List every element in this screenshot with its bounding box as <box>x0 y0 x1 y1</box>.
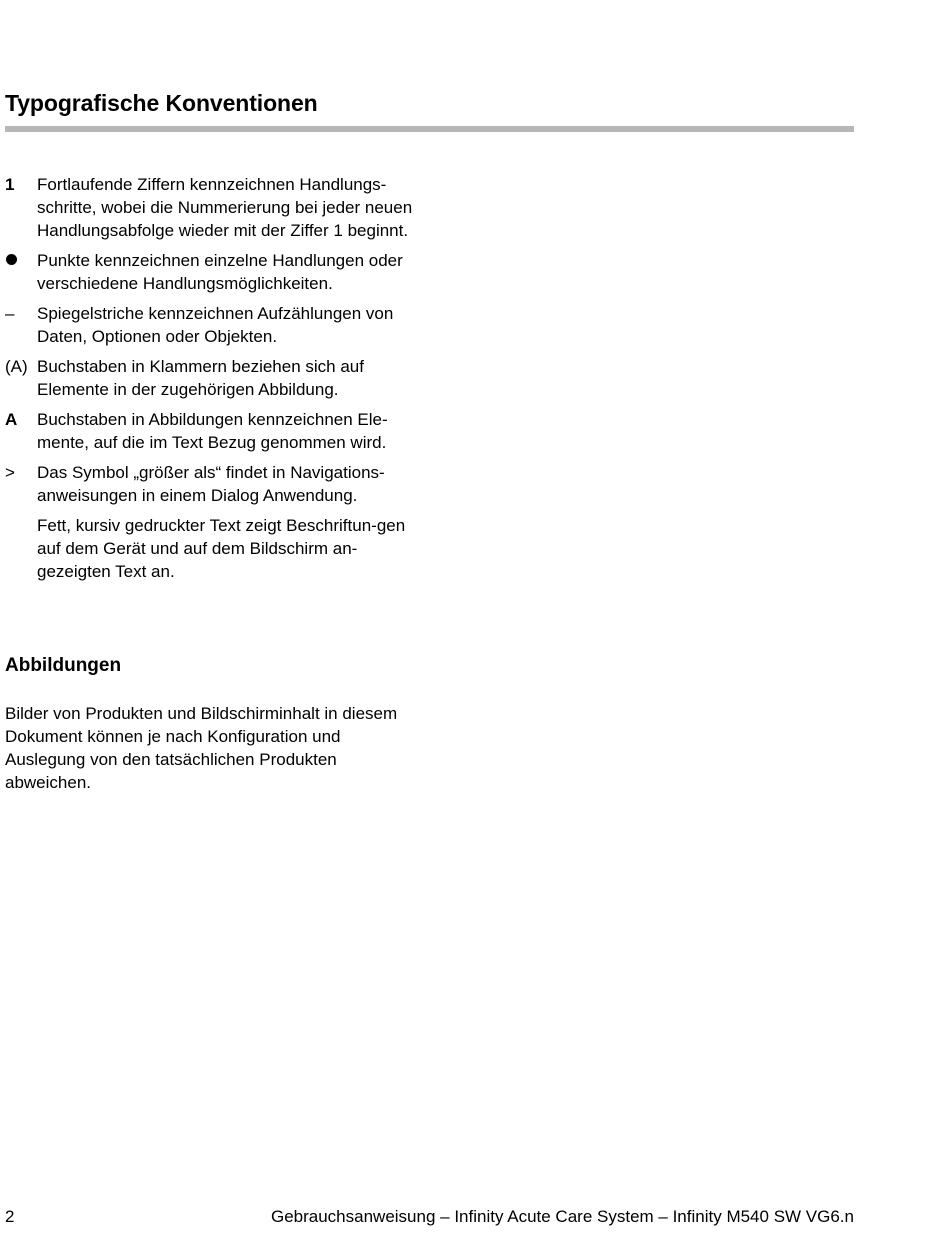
bullet-marker <box>5 249 37 295</box>
list-item <box>5 355 425 401</box>
section-body: Bilder von Produkten und Bildschirminhalt in diesem Dokument können je nach Konfiguration und Auslegung von den tatsächlichen Produkten abweichen. <box>5 704 398 792</box>
list-item <box>5 461 425 507</box>
list-item-text: Buchstaben in Klammern beziehen sich auf Elemente in der zugehörigen Abbildung. <box>37 357 364 399</box>
page-number: 2 <box>5 1207 15 1226</box>
letter-marker: A <box>5 410 18 429</box>
list-item-text: Buchstaben in Abbildungen kennzeichnen Ele-mente, auf die im Text Bezug genommen wird. <box>37 410 388 452</box>
greater-than-marker: > <box>5 463 15 482</box>
list-item-text: Fortlaufende Ziffern kennzeichnen Handlungs-schritte, wobei die Nummerierung bei jeder neuen Handlungsabfolge wieder mit der Ziffer 1 beginnt. <box>37 175 413 240</box>
list-item-text: Das Symbol „größer als“ findet in Navigations-anweisungen in einem Dialog Anwendung. <box>37 463 385 505</box>
dash-marker: – <box>5 304 15 323</box>
bullet-dot-icon <box>6 254 17 265</box>
empty-marker <box>5 514 37 583</box>
list-item <box>5 249 425 295</box>
list-item-text: Punkte kennzeichnen einzelne Handlungen oder verschiedene Handlungsmöglichkeiten. <box>37 251 403 293</box>
list-item-text: Fett, kursiv gedruckter Text zeigt Beschriftun-gen auf dem Gerät und auf dem Bildschirm an-gezeigten Text an. <box>37 516 406 581</box>
page-title: Typografische Konventionen <box>5 90 318 116</box>
list-item <box>5 408 425 454</box>
document-title: Gebrauchsanweisung – Infinity Acute Care System – Infinity M540 SW VG6.n <box>270 1207 854 1226</box>
section-heading: Abbildungen <box>5 655 122 676</box>
conventions-list <box>5 173 425 590</box>
list-item <box>5 302 425 348</box>
list-item-text: Spiegelstriche kennzeichnen Aufzählungen von Daten, Optionen oder Objekten. <box>37 304 394 346</box>
list-item <box>5 173 425 242</box>
title-divider <box>5 126 854 132</box>
list-item <box>5 514 425 583</box>
number-marker: 1 <box>5 175 15 194</box>
letter-in-parentheses-marker: (A) <box>5 357 28 376</box>
